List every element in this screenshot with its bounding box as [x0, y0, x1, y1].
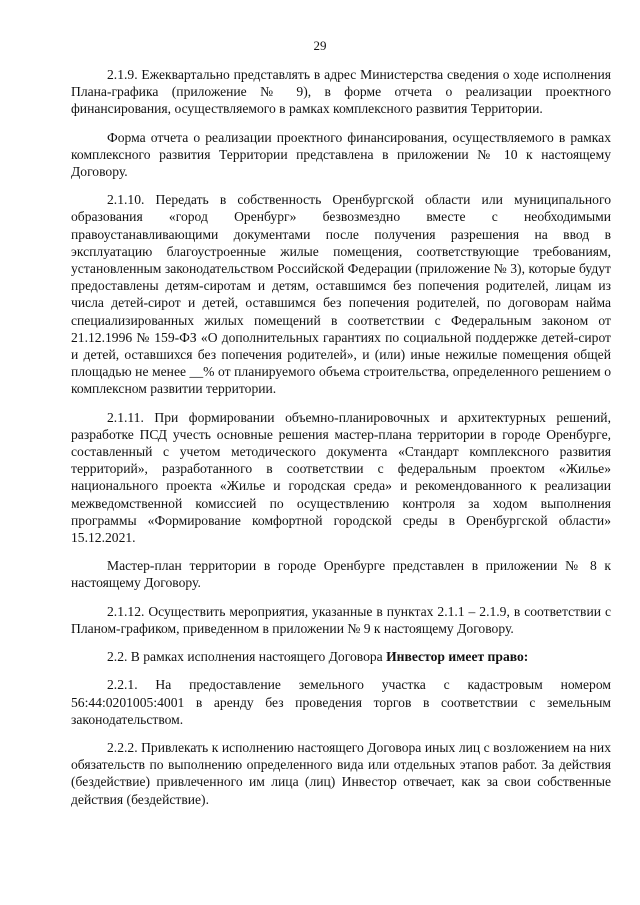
paragraph-2-2-2: 2.2.2. Привлекать к исполнению настоящего Договора иных лиц с возложением на них обязательств по выполнению определенного вида или отдельных этапов работ. За действия (бездействие) привлеченного им лица (лиц) Инвестор отвечает, как за свои собственные действия (бездействие).	[71, 739, 611, 807]
paragraph-2-1-9: 2.1.9. Ежеквартально представлять в адрес Министерства сведения о ходе исполнения Плана-графика (приложение № 9), в форме отчета о реализации проектного финансирования, осуществляемого в рамках комплексного развития Территории.	[71, 67, 611, 117]
section-2-2-intro: 2.2. В рамках исполнения настоящего Договора	[107, 649, 387, 665]
paragraph-master-plan: Мастер-план территории в городе Оренбурге представлен в приложении № 8 к настоящему Договору.	[71, 558, 611, 591]
paragraph-2-2-1: 2.2.1. На предоставление земельного участка с кадастровым номером 56:44:0201005:4001 в аренду без проведения торгов в соответствии с земельным законодательством.	[71, 677, 611, 727]
paragraph-2-1-10: 2.1.10. Передать в собственность Оренбургской области или муниципального образования «город Оренбург» безвозмездно вместе с необходимыми правоустанавливающими документами после получения разрешения на ввод в эксплуатацию благоустроенные жилые помещения, соответствующие требованиям, установленным законодательством Российской Федерации (приложение № 3), которые будут предоставлены детям-сиротам и детям, оставшимся без попечения родителей, лицам из числа детей-сирот и детей, оставшимся без попечения родителей, по договорам найма специализированных жилых помещений в соответствии с Федеральным законом от 21.12.1996 № 159-ФЗ «О дополнительных гарантиях по социальной поддержке детей-сирот и детей, оставшихся без попечения родителей», и (или) иные нежилые помещения общей площадью не менее __% от планируемого объема строительства, определенного решением о комплексном развитии территории.	[71, 192, 611, 397]
page-number: 29	[313, 38, 327, 53]
paragraph-report-form: Форма отчета о реализации проектного финансирования, осуществляемого в рамках комплексного развития Территории представлена в приложении № 10 к настоящему Договору.	[71, 129, 611, 180]
paragraph-2-1-11: 2.1.11. При формировании объемно-планировочных и архитектурных решений, разработке ПСД учесть основные решения мастер-плана территории в городе Оренбурге, составленный с учетом методического документа «Стандарт комплексного развития территорий», разработанного в соответствии с федеральным проектом «Жилье» национального проекта «Жилье и городская среда» и рекомендованного к реализации межведомственной комиссией по осуществлению контроля за ходом выполнения программы «Формирование комфортной городской среды в Оренбургской области» 15.12.2021.	[71, 409, 611, 546]
document-body	[71, 66, 611, 819]
paragraph-2-1-12: 2.1.12. Осуществить мероприятия, указанные в пунктах 2.1.1 – 2.1.9, в соответствии с Планом-графиком, приведенном в приложении № 9 к настоящему Договору.	[71, 603, 611, 636]
paragraph-2-2	[71, 648, 611, 665]
section-2-2-bold: Инвестор имеет право:	[386, 649, 529, 665]
